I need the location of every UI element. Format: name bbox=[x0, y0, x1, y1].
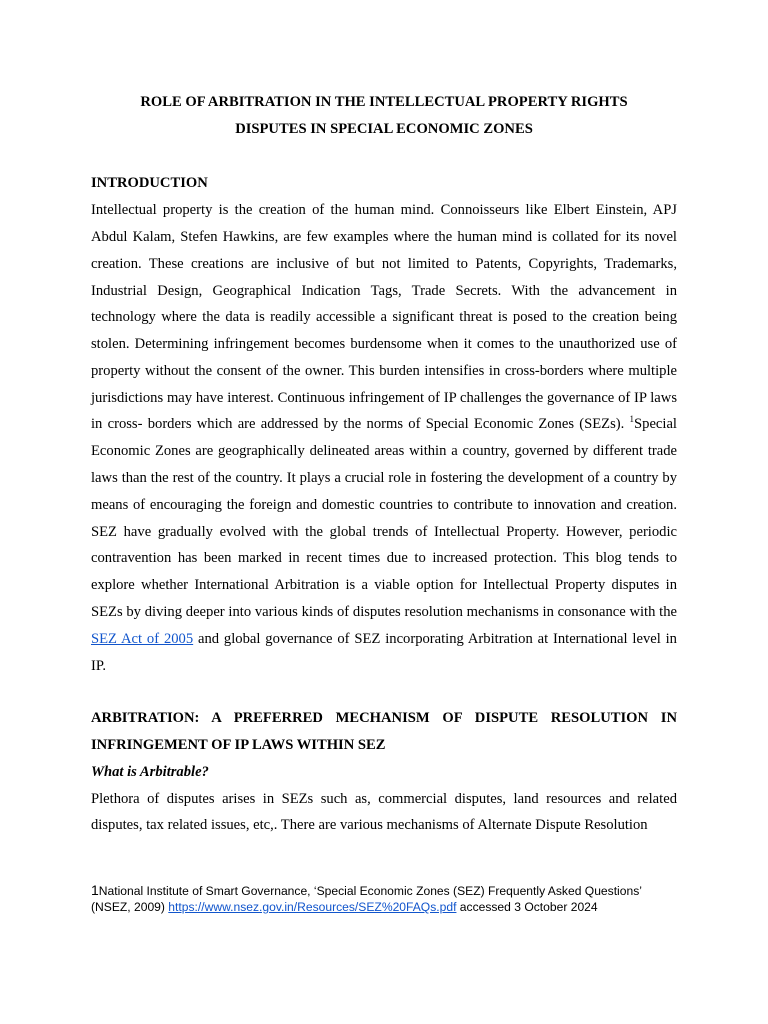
title-line-2: DISPUTES IN SPECIAL ECONOMIC ZONES bbox=[235, 120, 533, 137]
footnote-accessed-text: accessed 3 October 2024 bbox=[456, 900, 598, 914]
arbitration-paragraph: Plethora of disputes arises in SEZs such as, commercial disputes, land resources and related disputes, tax related issues, etc,. There are various mechanisms of Alternate Dispute Resolution bbox=[91, 790, 677, 834]
footnote-text: National Institute of Smart Governance, ‘Special Economic Zones (SEZ) Frequently Asked Questions’ (NSEZ, 2009) bbox=[91, 884, 642, 914]
intro-text-part-1: Intellectual property is the creation of the human mind. Connoisseurs like Elbert Einstein, APJ Abdul Kalam, Stefen Hawkins, are few examples where the human mind is collated for its novel creation. These creations are inclusive of but not limited to Patents, Copyrights, Trademarks, Industrial Design, Geographical Indication Tags, Trade Secrets. With the advancement in technology where the data is readily accessible a significant threat is posed to the creation being stolen. Determining infringement becomes burdensome when it comes to the unauthorized use of property without the consent of the owner. This burden intensifies in cross-borders where multiple jurisdictions may have interest. Continuous infringement of IP challenges the governance of IP laws in cross- borders which are addressed by the norms of Special Economic Zones (SEZs). bbox=[91, 202, 677, 433]
footnote-url-link[interactable]: https://www.nsez.gov.in/Resources/SEZ%20FAQs.pdf bbox=[168, 900, 457, 914]
sez-act-link[interactable]: SEZ Act of 2005 bbox=[91, 630, 194, 647]
intro-text-part-2: Special Economic Zones are geographically delineated areas within a country, governed by different trade laws than the rest of the country. It plays a crucial role in fostering the development of a country by means of encouraging the foreign and domestic countries to contribute to innovation and creation. SEZ have gradually evolved with the global trends of Intellectual Property. However, periodic contravention has been marked in recent times due to increased protection. This blog tends to explore whether International Arbitration is a viable option for Intellectual Property disputes in SEZs by diving deeper into various kinds of disputes resolution mechanisms in consonance with the bbox=[91, 416, 677, 621]
footnote-marker[interactable]: 1 bbox=[629, 414, 635, 425]
footnote-number: 1 bbox=[91, 882, 99, 898]
document-title bbox=[91, 89, 677, 142]
introduction-paragraph bbox=[91, 197, 677, 679]
arbitration-heading: ARBITRATION: A PREFERRED MECHANISM OF DISPUTE RESOLUTION IN INFRINGEMENT OF IP LAWS WITHIN SEZ bbox=[91, 710, 677, 754]
intro-text-part-3: and global governance of SEZ incorporating Arbitration at International level in IP. bbox=[91, 630, 677, 674]
footnote bbox=[91, 882, 681, 915]
arbitrable-subheading: What is Arbitrable? bbox=[91, 763, 209, 780]
document-body bbox=[91, 89, 677, 839]
title-line-1: ROLE OF ARBITRATION IN THE INTELLECTUAL PROPERTY RIGHTS bbox=[140, 94, 628, 110]
introduction-heading: INTRODUCTION bbox=[91, 175, 208, 192]
